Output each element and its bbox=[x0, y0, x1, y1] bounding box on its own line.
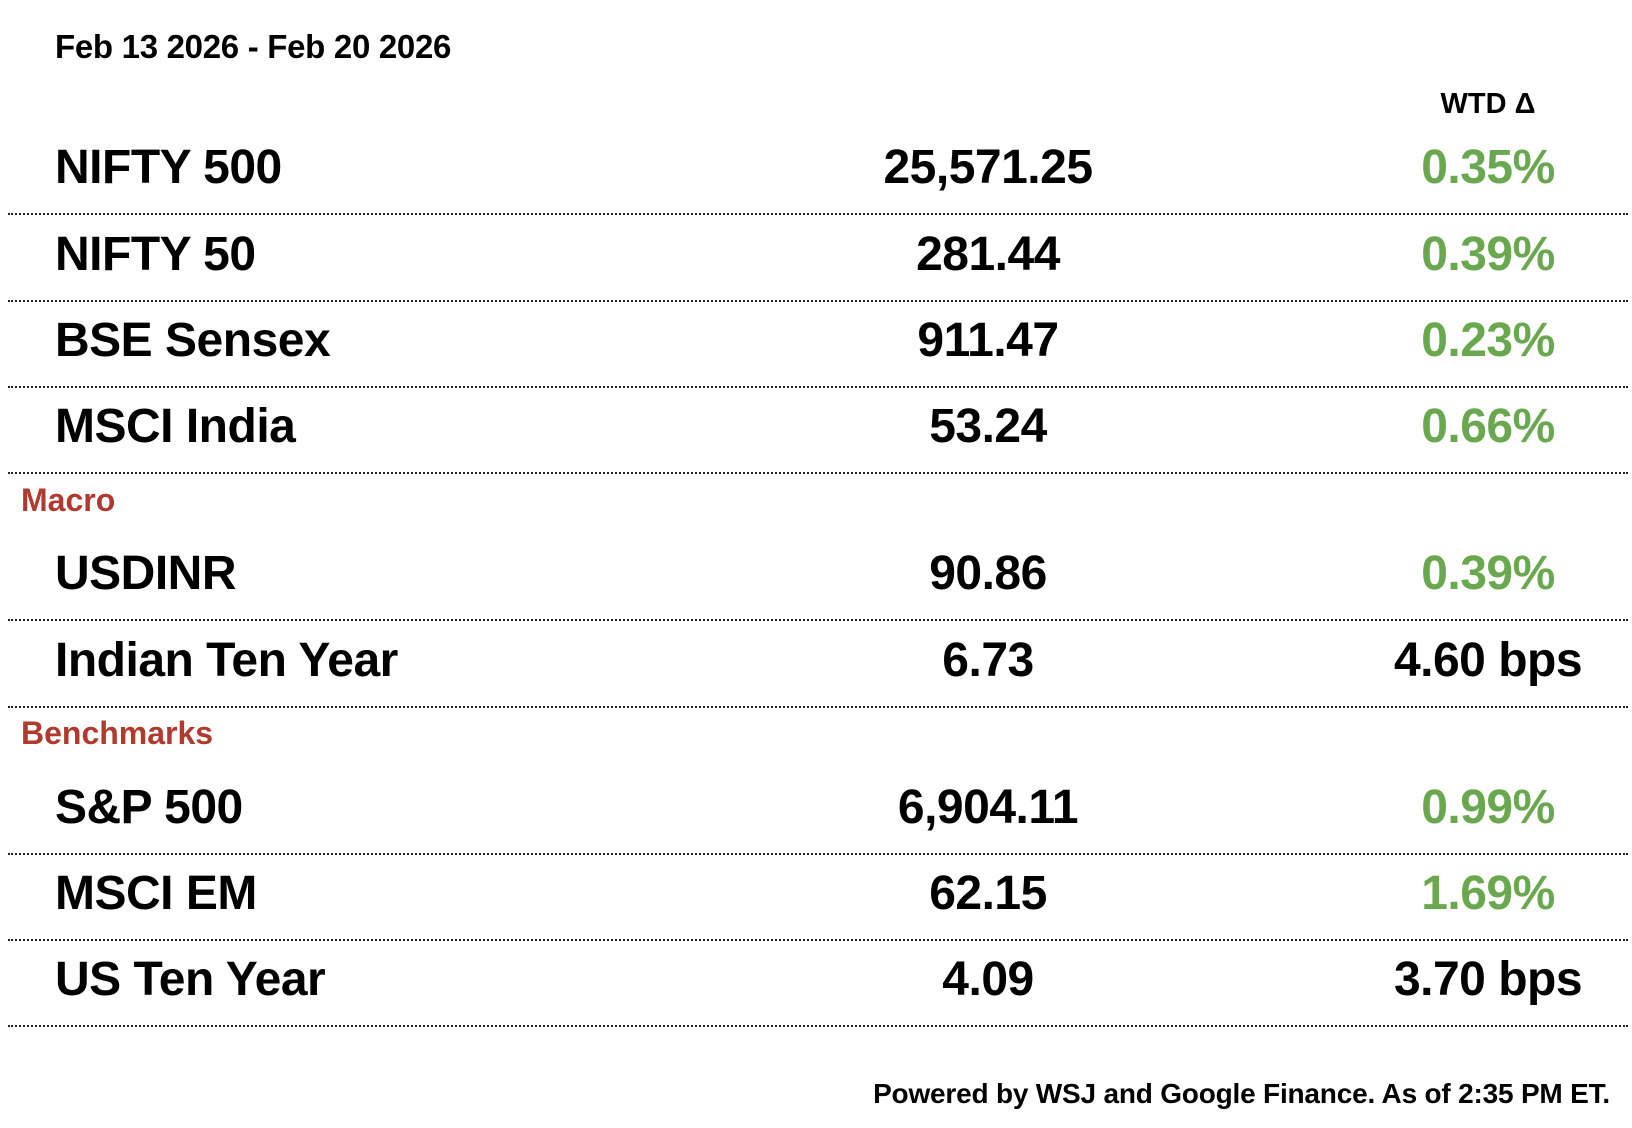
row-name: NIFTY 50 bbox=[55, 228, 256, 281]
wtd-change-header: WTD Δ bbox=[1440, 88, 1536, 120]
row-name: Indian Ten Year bbox=[55, 634, 398, 687]
table-row bbox=[8, 296, 1628, 388]
footer-source-note: Powered by WSJ and Google Finance. As of 2:35 PM ET. bbox=[873, 1078, 1610, 1109]
section-label-macro: Macro bbox=[21, 482, 116, 518]
table-row bbox=[8, 849, 1628, 941]
row-change: 0.35% bbox=[1421, 141, 1555, 194]
row-name: NIFTY 500 bbox=[55, 141, 282, 194]
section-label-benchmarks: Benchmarks bbox=[21, 715, 214, 751]
row-value: 90.86 bbox=[929, 547, 1047, 600]
row-value: 911.47 bbox=[917, 314, 1059, 367]
row-name: USDINR bbox=[55, 547, 237, 600]
row-value: 53.24 bbox=[929, 400, 1047, 453]
table-row bbox=[8, 935, 1628, 1027]
row-change: 0.66% bbox=[1421, 400, 1555, 453]
row-name: MSCI EM bbox=[55, 867, 257, 920]
row-change: 0.23% bbox=[1421, 314, 1555, 367]
table-row bbox=[8, 123, 1628, 215]
row-value: 62.15 bbox=[929, 867, 1047, 920]
row-value: 4.09 bbox=[942, 953, 1034, 1006]
row-change: 4.60 bps bbox=[1393, 634, 1583, 687]
row-change: 0.39% bbox=[1421, 547, 1555, 600]
row-value: 25,571.25 bbox=[883, 141, 1093, 194]
row-name: US Ten Year bbox=[55, 953, 326, 1006]
row-change: 0.99% bbox=[1421, 781, 1555, 834]
table-row bbox=[8, 616, 1628, 708]
table-row bbox=[8, 763, 1628, 855]
row-value: 6.73 bbox=[942, 634, 1034, 687]
row-change: 0.39% bbox=[1421, 228, 1555, 281]
table-row bbox=[8, 529, 1628, 621]
date-range: Feb 13 2026 - Feb 20 2026 bbox=[55, 28, 452, 65]
table-row bbox=[8, 382, 1628, 474]
row-change: 3.70 bps bbox=[1393, 953, 1583, 1006]
row-change: 1.69% bbox=[1421, 867, 1555, 920]
row-value: 6,904.11 bbox=[897, 781, 1079, 834]
table-row bbox=[8, 210, 1628, 302]
row-name: BSE Sensex bbox=[55, 314, 331, 367]
row-name: S&P 500 bbox=[55, 781, 243, 834]
row-value: 281.44 bbox=[916, 228, 1060, 281]
row-name: MSCI India bbox=[55, 400, 296, 453]
